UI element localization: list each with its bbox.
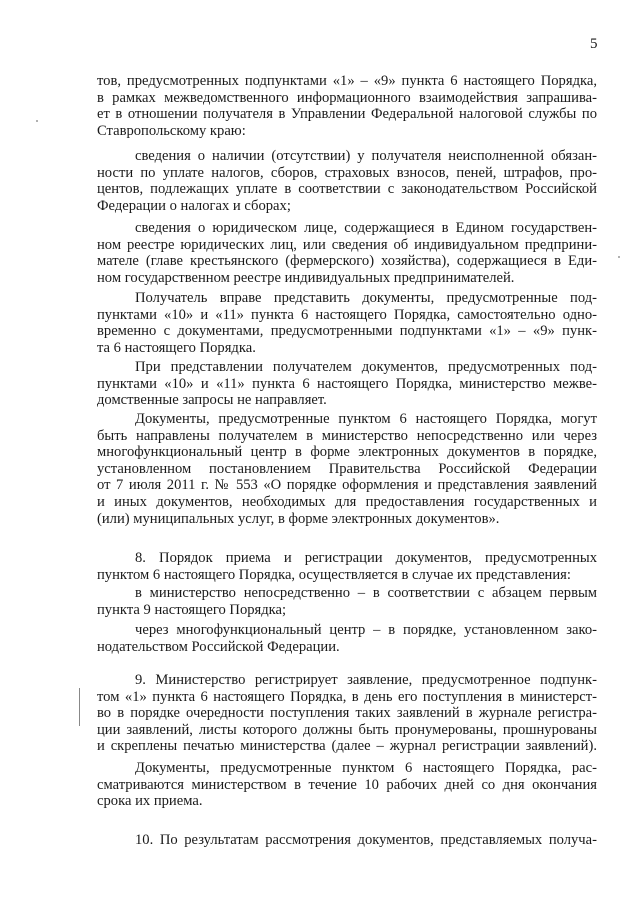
text-line: через многофункциональный центр – в порядке, установленном зако- [135,622,597,638]
scan-speck [618,256,620,258]
paragraph-recipient-right [97,290,597,356]
text-line: во в порядке очередности поступления таких заявлений в журнале регистра- [97,705,597,722]
text-line: пунктом 6 настоящего Порядка, осуществляется в случае их представления: [97,566,571,583]
paragraph-electronic-submission [97,411,597,527]
paragraph-review-period [97,760,597,810]
paragraph-mfc-submission [97,622,597,655]
text-line: Документы, предусмотренные пунктом 6 настоящего Порядка, рас- [135,760,597,776]
paragraph-legal-entity-info [97,220,597,286]
text-line: 10. По результатам рассмотрения документов, представляемых получа- [135,832,597,848]
paragraph-continuation [97,73,597,139]
text-line: Документы, предусмотренные пунктом 6 настоящего Порядка, могут [135,411,597,427]
text-line: нодательством Российской Федерации. [97,638,340,655]
scan-mark [79,688,80,726]
text-line: (или) муниципальных услуг, в форме электронных документов». [97,510,500,527]
text-line: и скреплены печатью министерства (далее – журнал регистрации заявлений). [97,738,597,755]
text-line: ном государственном реестре индивидуальных предпринимателей. [97,269,515,286]
text-line: срока их приема. [97,793,203,810]
text-line: сматриваются министерством в течение 10 рабочих дней со дня окончания [97,776,597,793]
text-line: Ставропольскому краю: [97,122,246,139]
text-line: многофункциональный центр в форме электронных документов в порядке, [97,444,597,461]
text-line: сведения о наличии (отсутствии) у получателя неисполненной обязан- [135,148,597,164]
text-line: та 6 настоящего Порядка. [97,339,256,356]
paragraph-tax-info [97,148,597,214]
paragraph-no-requests [97,359,597,409]
text-line: сведения о юридическом лице, содержащиеся в Едином государствен- [135,220,597,236]
paragraph-item-10 [97,832,597,849]
text-line: в рамках межведомственного информационного взаимодействия запрашива- [97,89,597,106]
text-line: центов, подлежащих уплате в соответствии с законодательством Российской [97,181,597,198]
text-line: установленном постановлением Правительства Российской Федерации [97,460,597,477]
text-line: в министерство непосредственно – в соответствии с абзацем первым [135,585,597,601]
text-line: быть направлены получателем в министерство непосредственно или через [97,427,597,444]
text-line: ности по уплате налогов, сборов, страховых взносов, пеней, штрафов, про- [97,164,597,181]
text-line: от 7 июля 2011 г. № 553 «О порядке оформления и представления заявлений [97,477,597,494]
paragraph-item-9 [97,672,597,755]
paragraph-item-8 [97,550,597,583]
text-line: ном реестре юридических лиц, или сведения об индивидуальном предприни- [97,236,597,253]
text-line: и иных документов, необходимых для предоставления государственных и [97,493,597,510]
text-line: том «1» пункта 6 настоящего Порядка, в день его поступления в министерст- [97,688,597,705]
paragraph-direct-submission [97,585,597,618]
text-line: пунктами «10» и «11» пункта 6 настоящего Порядка, самостоятельно одно- [97,306,597,323]
text-line: пункта 9 настоящего Порядка; [97,601,287,618]
text-line: При представлении получателем документов, предусмотренных под- [135,359,597,375]
text-line: временно с документами, предусмотренными подпунктами «1» – «9» пунк- [97,323,597,340]
text-line: тов, предусмотренных подпунктами «1» – «9» пункта 6 настоящего Порядка, [97,73,597,89]
text-line: Федерации о налогах и сборах; [97,197,291,214]
text-line: пунктами «10» и «11» пункта 6 настоящего Порядка, министерство межве- [97,375,597,392]
text-line: 8. Порядок приема и регистрации документов, предусмотренных [135,550,597,566]
page-number: 5 [590,36,598,52]
text-line: Получатель вправе представить документы, предусмотренные под- [135,290,597,306]
text-line: домственные запросы не направляет. [97,392,327,409]
text-line: ет в отношении получателя в Управлении Федеральной налоговой службы по [97,106,597,123]
text-line: 9. Министерство регистрирует заявление, предусмотренное подпунк- [135,672,597,688]
text-line: мателе (главе крестьянского (фермерского) хозяйства), содержащиеся в Еди- [97,253,597,270]
text-line: ции заявлений, листы которого должны быть пронумерованы, прошнурованы [97,721,597,738]
scan-speck [36,120,38,122]
